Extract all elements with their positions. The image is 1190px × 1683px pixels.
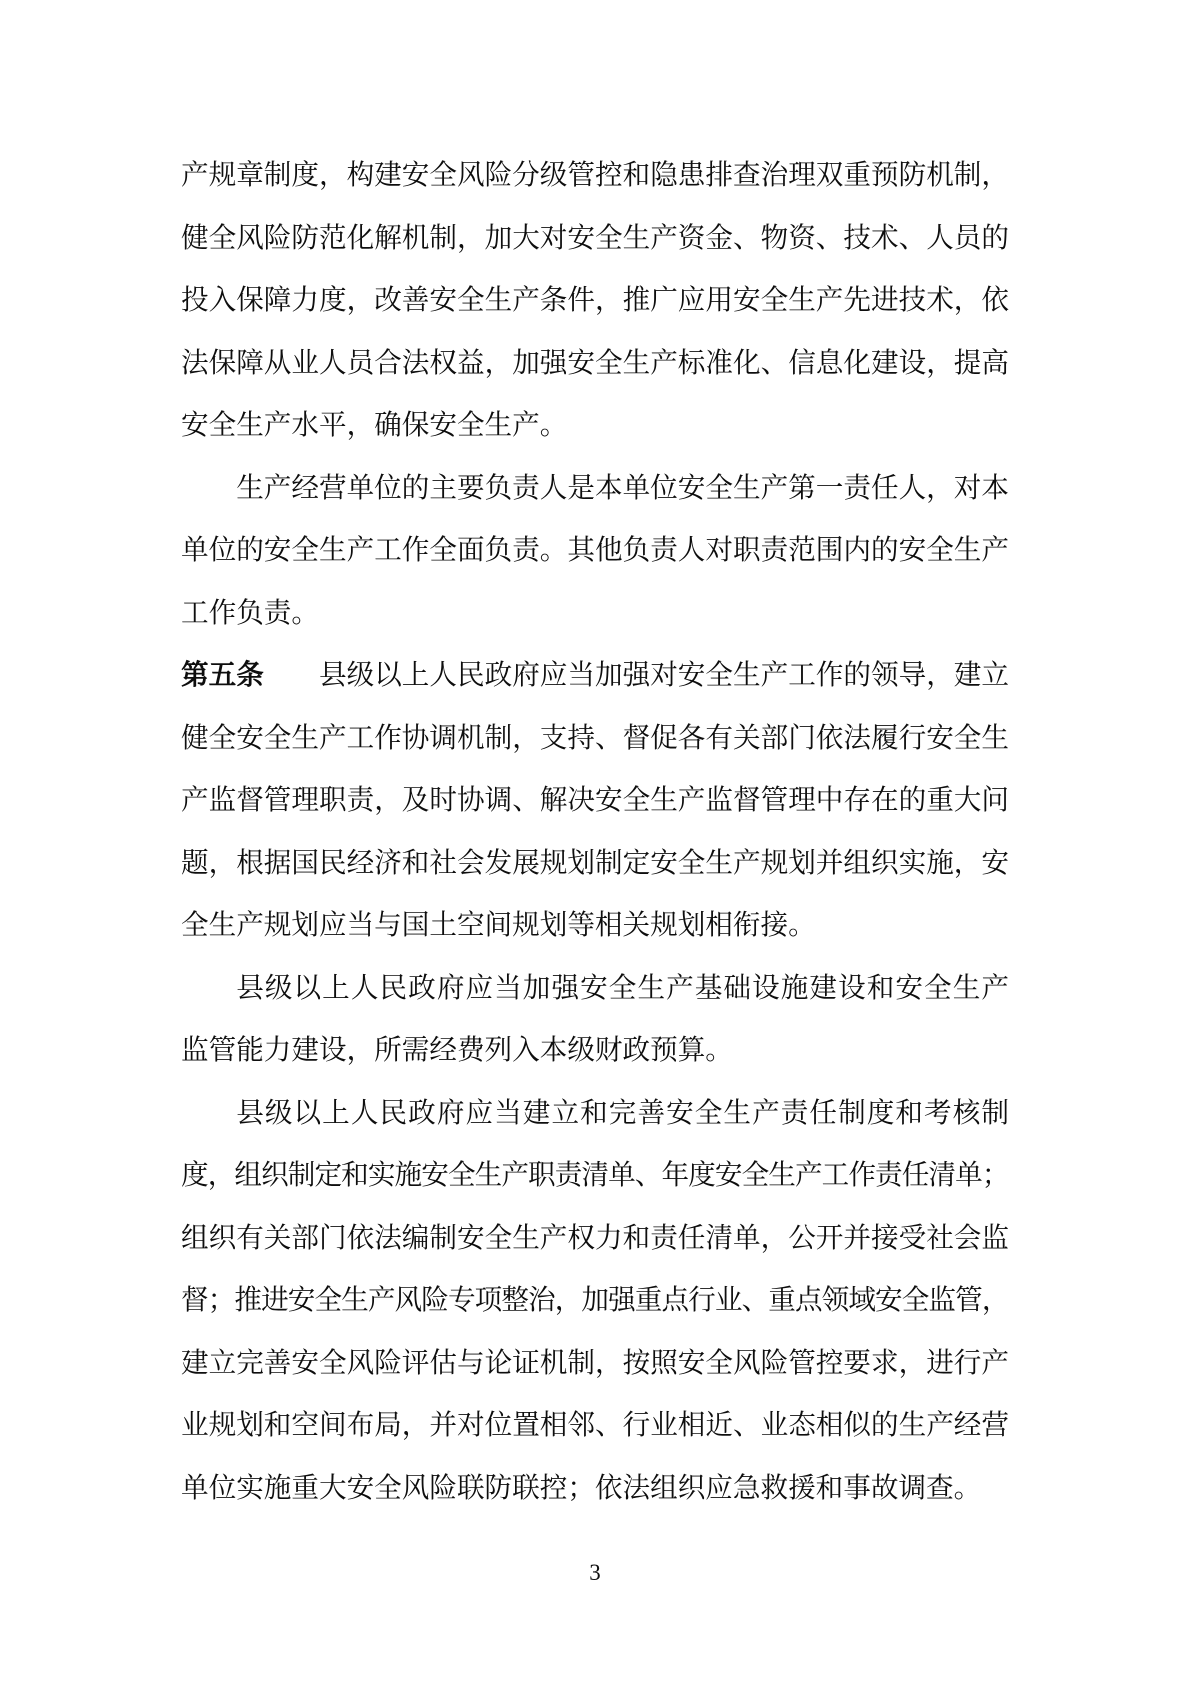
text-line: 单位的安全生产工作全面负责。其他负责人对职责范围内的安全生产	[181, 534, 1009, 565]
document-body	[181, 144, 1009, 1519]
text-line: 监管能力建设，所需经费列入本级财政预算。	[181, 1034, 733, 1065]
text-line: 建立完善安全风险评估与论证机制，按照安全风险管控要求，进行产	[181, 1346, 1009, 1378]
text-line: 安全生产水平，确保安全生产。	[181, 409, 568, 440]
text-line: 投入保障力度，改善安全生产条件，推广应用安全生产先进技术，依	[181, 284, 1009, 315]
text-line: 县级以上人民政府应当建立和完善安全生产责任制度和考核制	[236, 1096, 1009, 1128]
text-line: 工作负责。	[181, 596, 319, 628]
text-line: 县级以上人民政府应当加强安全生产基础设施建设和安全生产	[236, 971, 1009, 1003]
text-line: 健全安全生产工作协调机制，支持、督促各有关部门依法履行安全生	[181, 721, 1009, 753]
text-line: 第五条 县级以上人民政府应当加强对安全生产工作的领导，建立	[181, 659, 1009, 690]
article-number: 第五条	[181, 659, 264, 690]
text-line: 产监督管理职责，及时协调、解决安全生产监督管理中存在的重大问	[181, 784, 1009, 815]
text-line: 单位实施重大安全风险联防联控；依法组织应急救援和事故调查。	[181, 1471, 982, 1503]
text-line: 题，根据国民经济和社会发展规划制定安全生产规划并组织实施，安	[181, 846, 1009, 878]
text-line: 督；推进安全生产风险专项整治，加强重点行业、重点领域安全监管，	[181, 1284, 1009, 1315]
text-line: 业规划和空间布局，并对位置相邻、行业相近、业态相似的生产经营	[181, 1409, 1009, 1440]
page-number: 3	[589, 1560, 601, 1585]
text-line: 生产经营单位的主要负责人是本单位安全生产第一责任人，对本	[236, 471, 1009, 503]
text-line: 法保障从业人员合法权益，加强安全生产标准化、信息化建设，提高	[181, 346, 1009, 378]
text-line: 健全风险防范化解机制，加大对安全生产资金、物资、技术、人员的	[181, 221, 1009, 253]
text-line: 度，组织制定和实施安全生产职责清单、年度安全生产工作责任清单；	[181, 1159, 1009, 1190]
text-line: 全生产规划应当与国土空间规划等相关规划相衔接。	[181, 909, 816, 940]
text-line: 产规章制度，构建安全风险分级管控和隐患排查治理双重预防机制，	[181, 159, 1009, 190]
page-footer	[0, 1556, 1190, 1590]
text-line: 组织有关部门依法编制安全生产权力和责任清单，公开并接受社会监	[181, 1221, 1009, 1253]
